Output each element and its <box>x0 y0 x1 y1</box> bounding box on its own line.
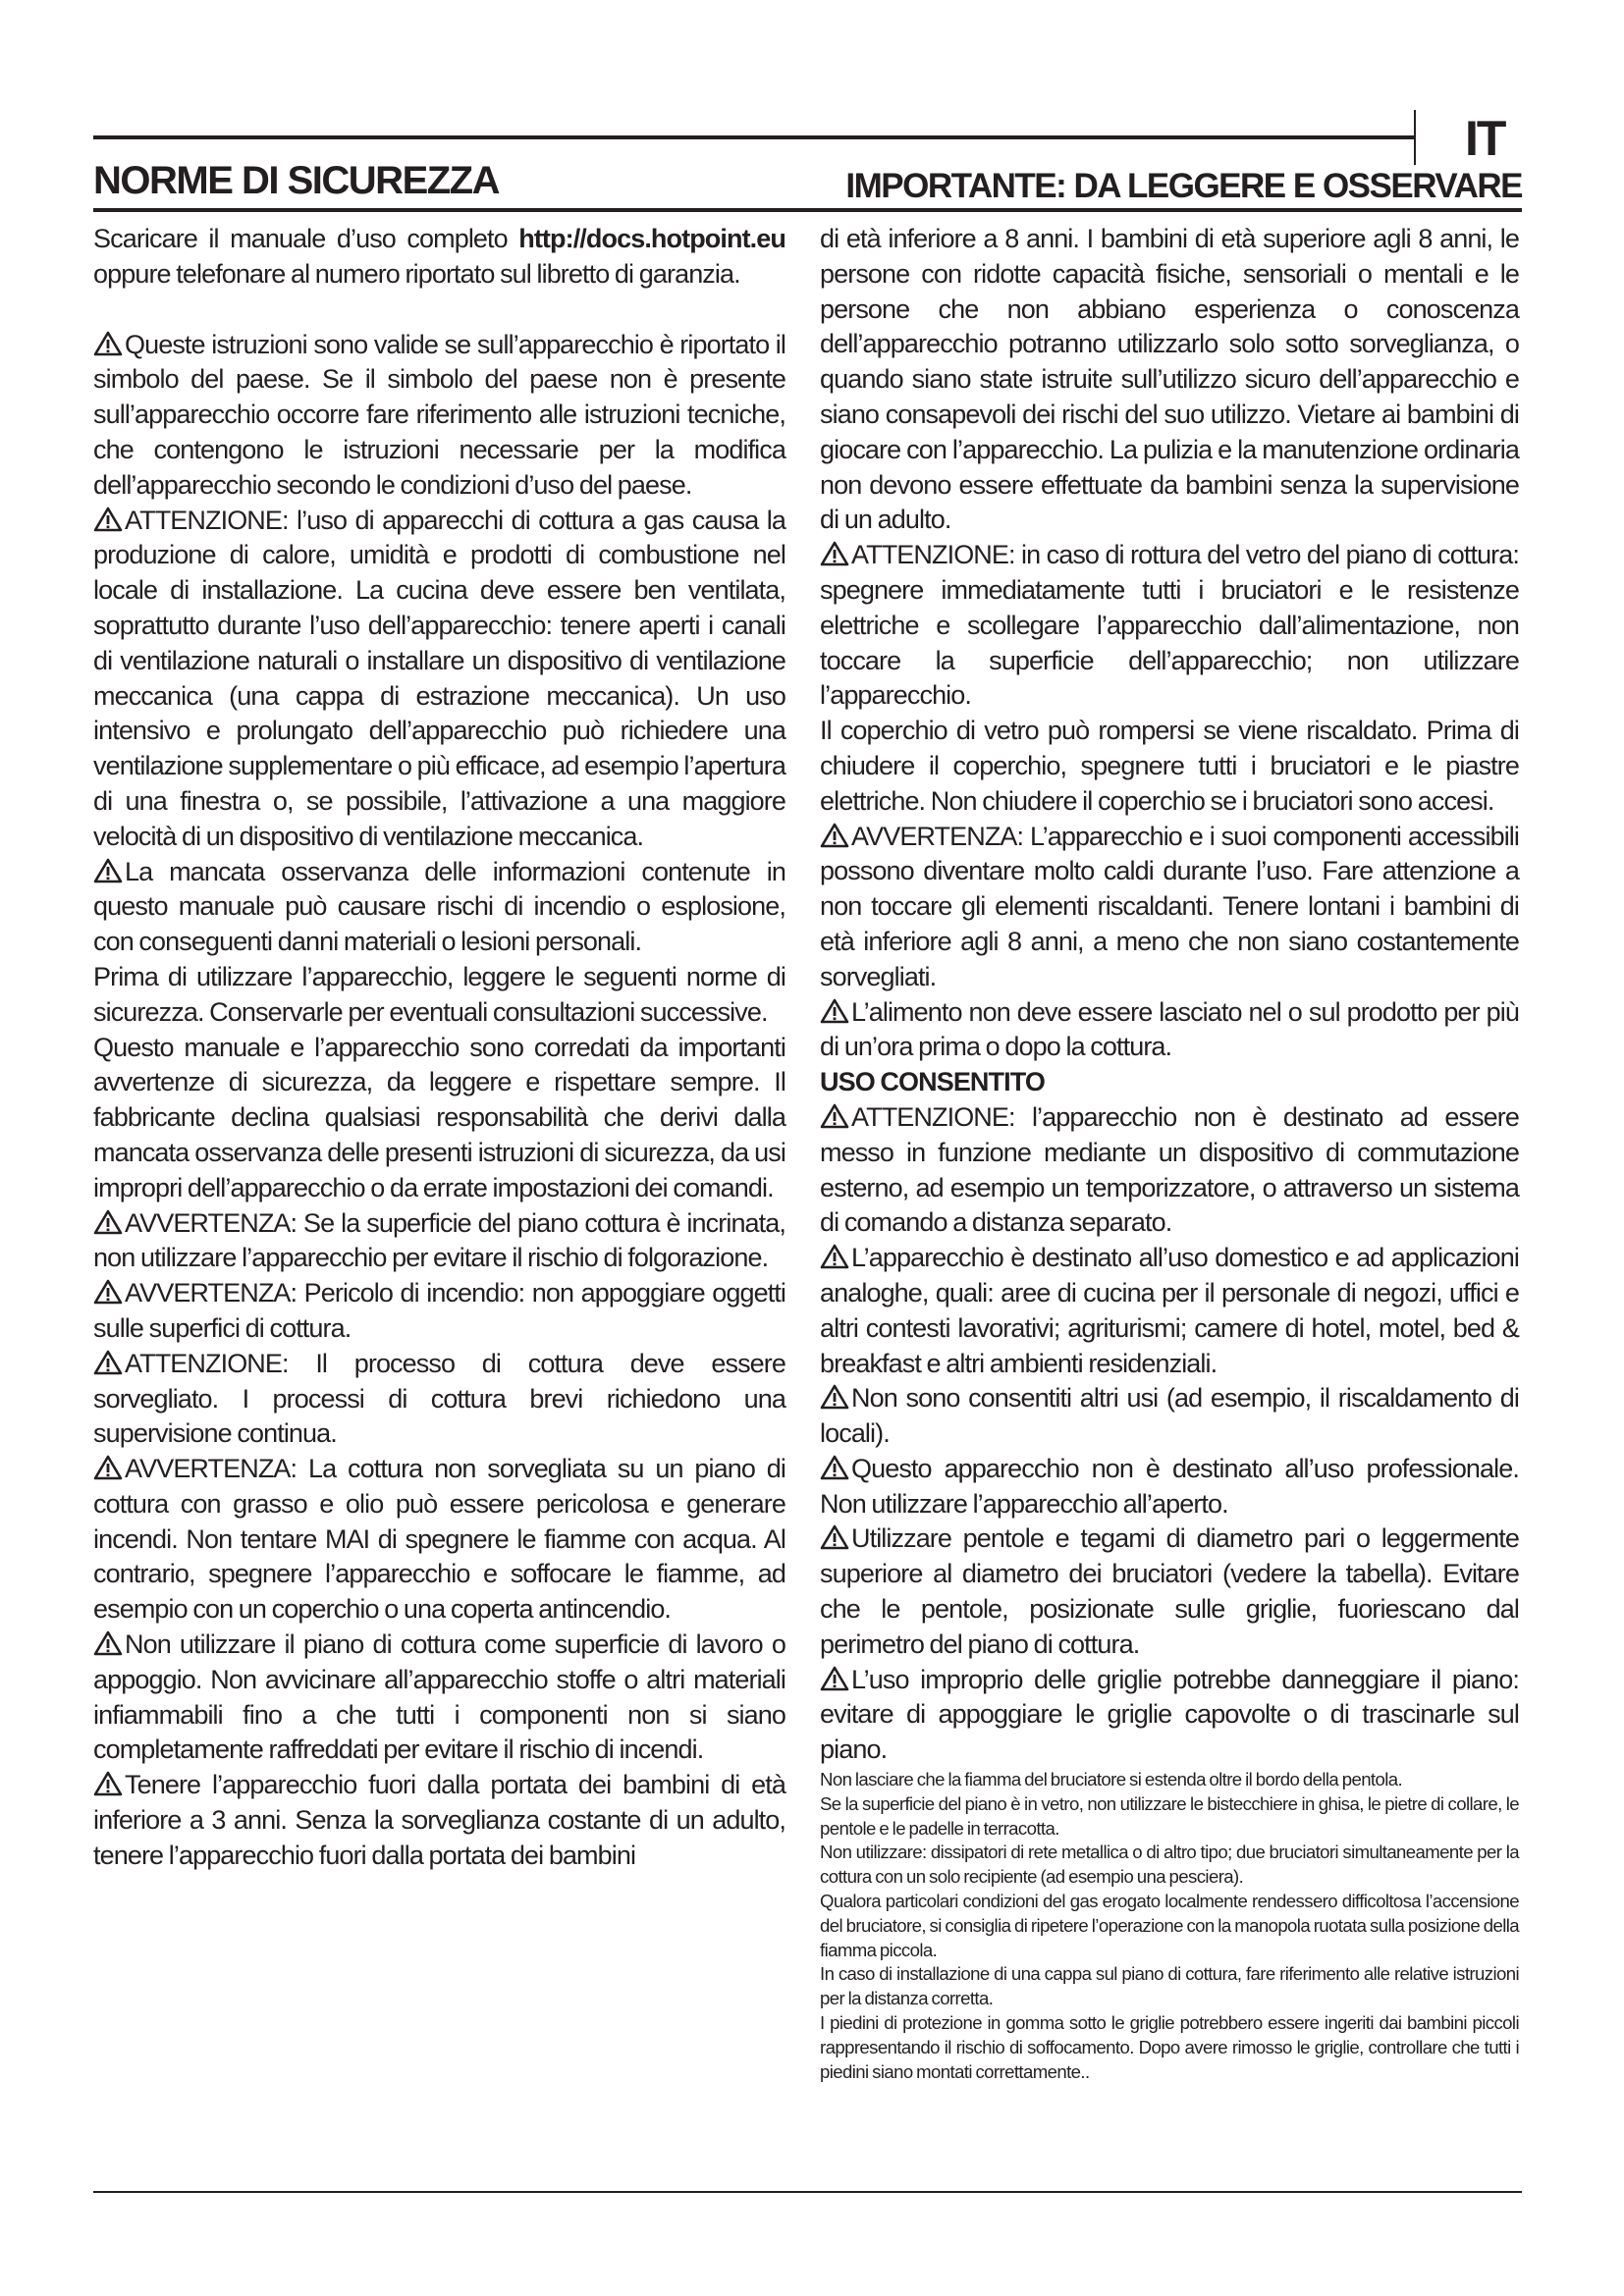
intro-paragraph <box>93 222 785 293</box>
warning-triangle-icon <box>820 541 849 566</box>
paragraph-text: Prima di utilizzare l’apparecchio, leggere le seguenti norme di sicurezza. Conservarle per eventuali consultazioni successive. <box>93 961 785 1027</box>
small-notes <box>820 1768 1519 2084</box>
uso-consentito-paragraphs <box>820 1100 1519 1768</box>
paragraph-text: Tenere l’apparecchio fuori dalla portata dei bambini di età inferiore a 3 anni. Senza la sorveglianza costante di un adulto, tenere l’apparecchio fuori dalla portata dei bambini <box>93 1770 785 1870</box>
title-rule <box>93 208 1522 212</box>
safety-paragraph <box>820 1100 1519 1241</box>
warning-triangle-icon <box>820 823 849 848</box>
warning-triangle-icon <box>820 1666 849 1691</box>
warning-triangle-icon <box>93 1455 123 1480</box>
paragraph-text: L’apparecchio è destinato all’uso domestico e ad applicazioni analoghe, quali: aree di cucina per il personale di negozi, uffici e altri contesti lavorativi; agriturismi; camere di hotel, motel, bed & breakfast e altri ambienti residenziali. <box>820 1243 1519 1378</box>
paragraph-text: Non utilizzare: dissipatori di rete metallica o di altro tipo; due bruciatori simultaneamente per la cottura con un solo recipiente (ad esempio una pesciera). <box>820 1842 1519 1888</box>
page-subtitle: IMPORTANTE: DA LEGGERE E OSSERVARE <box>845 167 1522 205</box>
warning-triangle-icon <box>820 1455 849 1480</box>
warning-triangle-icon <box>93 1771 123 1796</box>
safety-paragraph <box>820 1663 1519 1768</box>
safety-paragraph <box>93 1628 785 1768</box>
safety-paragraph <box>93 1276 785 1347</box>
paragraph-text: Non lasciare che la fiamma del bruciatore si estenda oltre il bordo della pentola. <box>820 1769 1403 1790</box>
safety-paragraph <box>93 504 785 855</box>
language-code: IT <box>1465 111 1505 166</box>
paragraph-text: ATTENZIONE: in caso di rottura del vetro del piano di cottura: spegnere immediatamente tutti i bruciatori e le resistenze elettriche e scollegare l’apparecchio dall’alimentazione, non toccare la superficie dell’apparecchio; non utilizzare l’apparecchio. <box>820 540 1519 711</box>
warning-triangle-icon <box>93 1279 123 1305</box>
small-note <box>820 2011 1519 2084</box>
paragraph-text: AVVERTENZA: La cottura non sorvegliata su un piano di cottura con grasso e olio può essere pericolosa e generare incendi. Non tentare MAI di spegnere le fiamme con acqua. Al contrario, spegnere l’apparecchio e soffocare le fiamme, ad esempio con un coperchio o una coperta antincendio. <box>93 1454 785 1625</box>
paragraph-text: I piedini di protezione in gomma sotto le griglie potrebbero essere ingeriti dai bambini piccoli rappresentando il rischio di soffocamento. Dopo avere rimosso le griglie, controllare che tutti i piedini siano montati correttamente.. <box>820 2012 1519 2082</box>
paragraph-text: ATTENZIONE: Il processo di cottura deve essere sorvegliato. I processi di cottura brevi richiedono una supervisione continua. <box>93 1348 785 1449</box>
safety-paragraph <box>93 1206 785 1277</box>
header-divider <box>1414 110 1416 165</box>
header-rule <box>93 135 1414 139</box>
paragraph-text: Questo apparecchio non è destinato all’uso professionale. Non utilizzare l’apparecchio all’aperto. <box>820 1453 1519 1519</box>
left-column <box>93 222 785 1874</box>
paragraph-text: AVVERTENZA: Se la superficie del piano cottura è incrinata, non utilizzare l’apparecchio per evitare il rischio di folgorazione. <box>93 1207 785 1273</box>
paragraph-text: AVVERTENZA: Pericolo di incendio: non appoggiare oggetti sulle superfici di cottura. <box>93 1278 785 1343</box>
page-title: NORME DI SICUREZZA <box>93 159 499 202</box>
safety-paragraph <box>93 855 785 960</box>
right-column <box>820 222 1519 2084</box>
safety-paragraph <box>820 222 1519 538</box>
warning-triangle-icon <box>820 998 849 1024</box>
paragraph-text: Non utilizzare il piano di cottura come superficie di lavoro o appoggio. Non avvicinare all’apparecchio stoffe o altri materiali infiammabili fino a che tutti i componenti non si siano completamente raffreddati per evitare il rischio di incendi. <box>93 1629 785 1765</box>
warning-triangle-icon <box>93 1209 123 1235</box>
paragraph-text: L’alimento non deve essere lasciato nel o sul prodotto per più di un’ora prima o dopo la cottura. <box>820 996 1519 1062</box>
docs-link[interactable]: http://docs.hotpoint.eu <box>518 224 785 253</box>
warning-triangle-icon <box>93 331 123 356</box>
small-note <box>820 1792 1519 1842</box>
safety-paragraph <box>93 960 785 1031</box>
small-note <box>820 1768 1519 1792</box>
safety-paragraph <box>820 538 1519 714</box>
footer-rule <box>93 2191 1522 2193</box>
paragraph-text: L’uso improprio delle griglie potrebbe danneggiare il piano: evitare di appoggiare le griglie capovolte o di trascinarle sul piano. <box>820 1664 1519 1765</box>
warning-triangle-icon <box>820 1524 849 1550</box>
safety-paragraph <box>820 1452 1519 1522</box>
small-note <box>820 1841 1519 1890</box>
paragraph-text: Il coperchio di vetro può rompersi se viene riscaldato. Prima di chiudere il coperchio, spegnere tutti i bruciatori e le piastre elettriche. Non chiudere il coperchio se i bruciatori sono accesi. <box>820 716 1519 816</box>
warning-triangle-icon <box>820 1384 849 1410</box>
section-heading-uso-consentito: USO CONSENTITO <box>820 1067 1045 1097</box>
paragraph-text: La mancata osservanza delle informazioni contenute in questo manuale può causare rischi di incendio o esplosione, con conseguenti danni materiali o lesioni personali. <box>93 856 785 957</box>
safety-paragraph <box>93 1452 785 1628</box>
paragraph-text: ATTENZIONE: l’apparecchio non è destinato ad essere messo in funzione mediante un dispositivo di commutazione esterno, ad esempio un temporizzatore, o attraverso un sistema di comando a distanza separato. <box>820 1101 1519 1238</box>
paragraph-text: ATTENZIONE: l’uso di apparecchi di cottura a gas causa la produzione di calore, umidità e prodotti di combustione nel locale di installazione. La cucina deve essere ben ventilata, soprattutto durante l’uso dell’apparecchio: tenere aperti i canali di ventilazione naturali o installare un dispositivo di ventilazione meccanica (una cappa di estrazione meccanica). Un uso intensivo e prolungato dell’apparecchio può richiedere una ventilazione supplementare o più efficace, ad esempio l’apertura di una finestra o, se possibile, l’attivazione a una maggiore velocità di un dispositivo di ventilazione meccanica. <box>93 505 785 851</box>
warning-triangle-icon <box>93 507 123 532</box>
paragraph-text: Utilizzare pentole e tegami di diametro pari o leggermente superiore al diametro dei bruciatori (vedere la tabella). Evitare che le pentole, posizionate sulle griglie, fuoriescano dal perimetro del piano di cottura. <box>820 1523 1519 1659</box>
warning-triangle-icon <box>820 1103 849 1129</box>
right-paragraphs <box>820 222 1519 1065</box>
safety-paragraph <box>820 714 1519 819</box>
safety-paragraph <box>820 1522 1519 1662</box>
paragraph-text: Queste istruzioni sono valide se sull’apparecchio è riportato il simbolo del paese. Se il simbolo del paese non è presente sull’apparecchio occorre fare riferimento alle istruzioni tecniche, che contengono le istruzioni necessarie per la modifica dell’apparecchio secondo le condizioni d’uso del paese. <box>93 329 785 500</box>
paragraph-text: Questo manuale e l’apparecchio sono corredati da importanti avvertenze di sicurezza, da leggere e rispettare sempre. Il fabbricante declina qualsiasi responsabilità che derivi dalla mancata osservanza delle presenti istruzioni di sicurezza, da usi impropri dell’apparecchio o da errate impostazioni dei comandi. <box>93 1032 785 1202</box>
safety-paragraph <box>93 1768 785 1873</box>
paragraph-text: In caso di installazione di una cappa sul piano di cottura, fare riferimento alle relative istruzioni per la distanza corretta. <box>820 1963 1519 2009</box>
safety-paragraph <box>820 1241 1519 1381</box>
warning-triangle-icon <box>93 858 123 883</box>
warning-triangle-icon <box>93 1350 123 1375</box>
paragraph-text: AVVERTENZA: L’apparecchio e i suoi componenti accessibili possono diventare molto caldi durante l’uso. Fare attenzione a non toccare gli elementi riscaldanti. Tenere lontani i bambini di età inferiore agli 8 anni, a meno che non siano costantemente sorvegliati. <box>820 821 1519 991</box>
paragraph-text: di età inferiore a 8 anni. I bambini di età superiore agli 8 anni, le persone con ridotte capacità fisiche, sensoriali o mentali e le persone che non abbiano esperienza o conoscenza dell’apparecchio potranno utilizzarlo solo sotto sorveglianza, o quando siano state istruite sull’utilizzo sicuro dell’apparecchio e siano consapevoli dei rischi del suo utilizzo. Vietare ai bambini di giocare con l’apparecchio. La pulizia e la manutenzione ordinaria non devono essere effettuate da bambini senza la supervisione di un adulto. <box>820 224 1519 535</box>
warning-triangle-icon <box>93 1630 123 1656</box>
intro-text: Scaricare il manuale d’uso completo <box>93 224 519 253</box>
paragraph-text: Non sono consentiti altri usi (ad esempio, il riscaldamento di locali). <box>820 1383 1519 1449</box>
warning-triangle-icon <box>820 1244 849 1269</box>
safety-paragraph <box>93 328 785 504</box>
safety-paragraph <box>93 1031 785 1206</box>
safety-paragraph <box>820 820 1519 995</box>
left-paragraphs <box>93 328 785 1874</box>
paragraph-text: Se la superficie del piano è in vetro, non utilizzare le bistecchiere in ghisa, le pietre di collare, le pentole e le padelle in terracotta. <box>820 1792 1519 1839</box>
paragraph-text: Qualora particolari condizioni del gas erogato localmente rendessero difficoltosa l’accensione del bruciatore, si consiglia di ripetere l’operazione con la manopola ruotata sulla posizione della fiamma piccola. <box>820 1891 1519 1960</box>
safety-paragraph <box>820 995 1519 1066</box>
safety-paragraph <box>820 1381 1519 1452</box>
intro-text-end: oppure telefonare al numero riportato sul libretto di garanzia. <box>93 258 740 289</box>
small-note <box>820 1890 1519 1962</box>
small-note <box>820 1962 1519 2011</box>
safety-paragraph <box>93 1347 785 1452</box>
